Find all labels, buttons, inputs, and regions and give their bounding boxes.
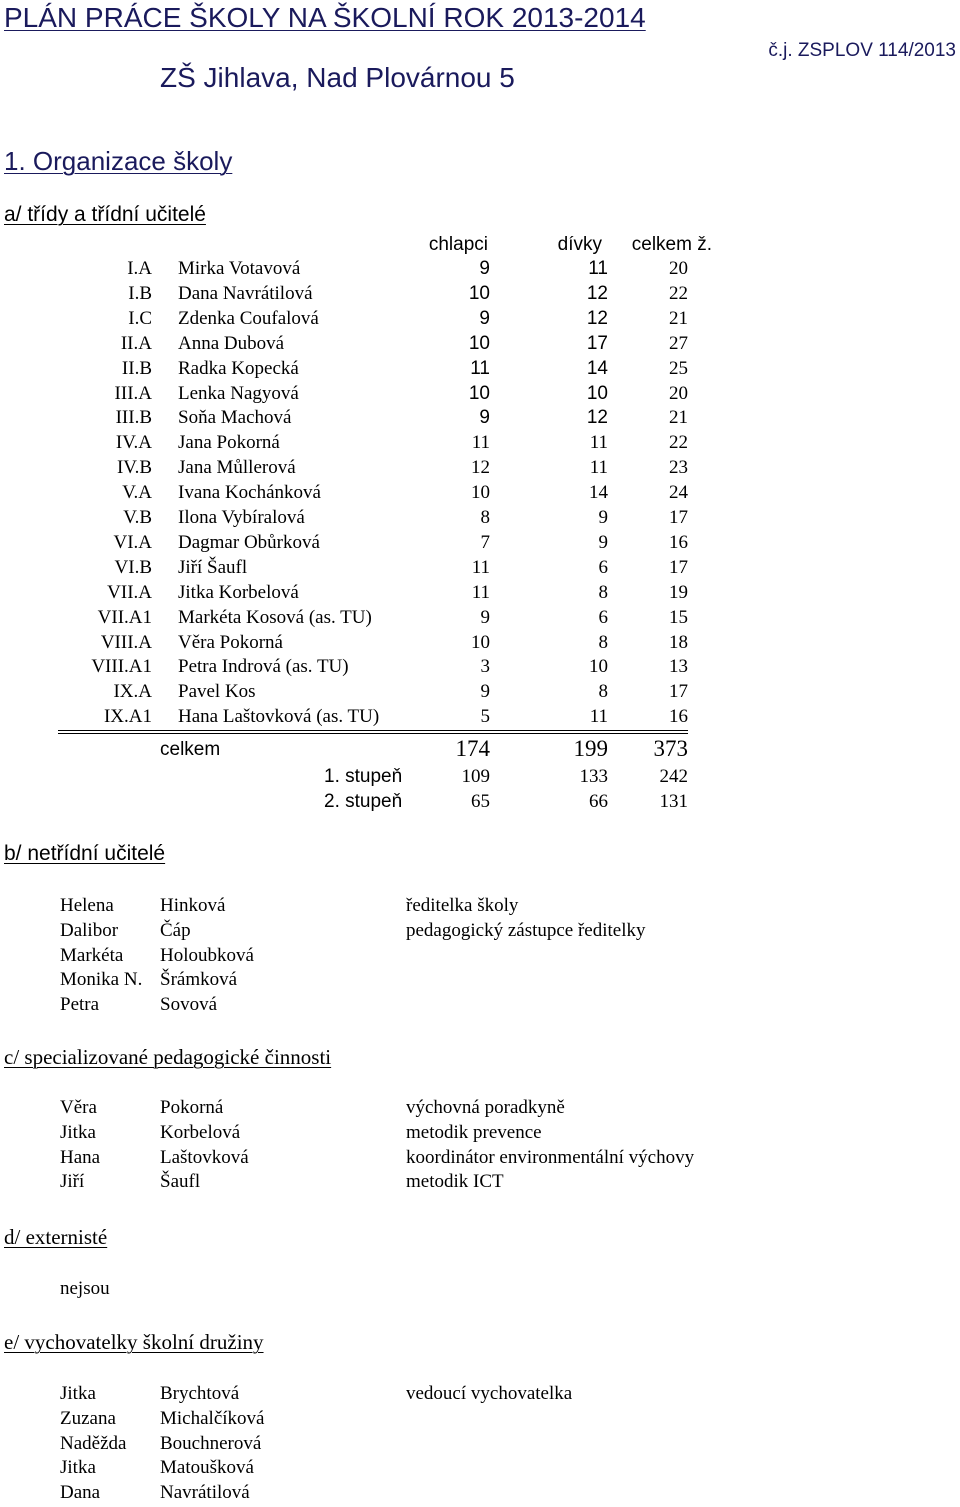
table-row [0, 283, 960, 308]
staff-row [0, 945, 960, 970]
girls-cell: 9 [598, 507, 608, 528]
first-name: Dana [60, 1482, 101, 1504]
first-name: Helena [60, 895, 114, 916]
stage1-boys: 109 [461, 766, 490, 787]
class-cell: VI.B [114, 556, 152, 578]
total-cell: 15 [669, 606, 688, 628]
total-cell: 20 [669, 258, 688, 279]
stage2-label: 2. stupeň [324, 791, 403, 812]
after-school-heading: e/ vychovatelky školní družiny [4, 1330, 264, 1354]
total-cell: 19 [669, 581, 688, 603]
boys-cell: 9 [480, 681, 490, 703]
girls-cell: 14 [589, 482, 608, 504]
teacher-cell: Markéta Kosová (as. TU) [178, 606, 372, 628]
teacher-cell: Ilona Vybíralová [178, 507, 305, 528]
last-name: Brychtová [160, 1383, 240, 1404]
teacher-cell: Zdenka Coufalová [178, 307, 319, 329]
total-cell: 22 [669, 282, 688, 304]
section-heading: 1. Organizace školy [4, 146, 233, 176]
table-row [0, 333, 960, 358]
boys-cell: 11 [471, 556, 490, 578]
teacher-cell: Soňa Machová [178, 407, 292, 429]
boys-cell: 8 [480, 507, 490, 528]
externists-text: nejsou [60, 1278, 110, 1299]
non-class-teachers-heading: b/ netřídní učitelé [4, 842, 166, 865]
girls-cell: 11 [589, 706, 608, 728]
stage1-row [0, 766, 960, 791]
total-row [0, 736, 960, 766]
class-cell: II.A [120, 332, 152, 354]
girls-cell: 6 [598, 606, 608, 628]
last-name: Hinková [160, 895, 226, 916]
teacher-cell: Jiří Šaufl [178, 556, 248, 578]
class-cell: IV.B [116, 457, 152, 479]
class-cell: IV.A [115, 432, 152, 454]
class-cell: V.A [122, 482, 152, 504]
class-cell: I.B [128, 282, 152, 304]
first-name: Jitka [60, 1121, 96, 1143]
first-name: Naděžda [60, 1432, 127, 1454]
total-all: 373 [653, 736, 688, 761]
staff-row [0, 969, 960, 994]
boys-cell: 7 [480, 531, 490, 553]
stage2-row [0, 791, 960, 816]
first-name: Zuzana [60, 1407, 116, 1429]
girls-cell: 14 [586, 357, 608, 379]
last-name: Pokorná [160, 1097, 224, 1118]
total-cell: 17 [669, 507, 688, 528]
teacher-cell: Jana Můllerová [178, 457, 296, 479]
role: výchovná poradkyně [406, 1097, 565, 1118]
last-name: Šrámková [160, 969, 238, 991]
table-row [0, 457, 960, 482]
column-header-boys: chlapci [428, 234, 488, 255]
teacher-cell: Jana Pokorná [178, 432, 280, 454]
total-cell: 17 [669, 681, 688, 703]
teacher-cell: Věra Pokorná [178, 631, 283, 653]
teacher-cell: Lenka Nagyová [178, 382, 299, 404]
table-row [0, 656, 960, 681]
class-cell: VIII.A [100, 631, 152, 653]
class-cell: VI.A [113, 531, 152, 553]
class-cell: I.A [127, 258, 152, 279]
boys-cell: 10 [471, 482, 490, 504]
class-cell: VIII.A1 [91, 656, 152, 678]
column-header-girls: dívky [557, 234, 602, 255]
total-cell: 20 [669, 382, 688, 404]
staff-row [0, 1122, 960, 1147]
boys-cell: 9 [480, 606, 490, 628]
first-name: Jitka [60, 1457, 96, 1479]
table-row [0, 532, 960, 557]
table-row [0, 681, 960, 706]
total-cell: 21 [669, 407, 688, 429]
total-cell: 13 [669, 656, 688, 678]
role: ředitelka školy [406, 895, 519, 916]
girls-cell: 17 [586, 332, 608, 354]
teacher-cell: Dagmar Obůrková [178, 531, 320, 553]
last-name: Laštovková [160, 1146, 249, 1168]
stage1-girls: 133 [579, 766, 608, 787]
classes-heading: a/ třídy a třídní učitelé [4, 203, 206, 226]
boys-cell: 10 [468, 382, 490, 404]
total-boys: 174 [455, 736, 490, 761]
first-name: Věra [60, 1097, 97, 1118]
staff-row [0, 1383, 960, 1408]
total-girls: 199 [573, 736, 608, 761]
role: metodik ICT [406, 1171, 504, 1193]
boys-cell: 12 [471, 457, 490, 479]
girls-cell: 11 [589, 457, 608, 479]
class-cell: II.B [121, 357, 152, 379]
last-name: Matoušková [160, 1457, 254, 1479]
last-name: Holoubková [160, 944, 254, 966]
girls-cell: 8 [598, 681, 608, 703]
externists-heading: d/ externisté [4, 1225, 108, 1249]
class-cell: III.A [114, 382, 152, 404]
stage1-total: 242 [659, 766, 688, 787]
boys-cell: 3 [480, 656, 490, 678]
teacher-cell: Jitka Korbelová [178, 581, 299, 603]
last-name: Sovová [160, 994, 217, 1016]
staff-row [0, 1147, 960, 1172]
table-row [0, 432, 960, 457]
first-name: Petra [60, 994, 100, 1016]
first-name: Hana [60, 1146, 101, 1168]
girls-cell: 6 [598, 556, 608, 578]
last-name: Navrátilová [160, 1482, 250, 1504]
girls-cell: 9 [598, 531, 608, 553]
boys-cell: 11 [470, 357, 490, 379]
class-cell: V.B [123, 507, 152, 528]
stage2-total: 131 [659, 791, 688, 812]
staff-row [0, 1097, 960, 1122]
stage1-label: 1. stupeň [324, 766, 403, 787]
table-row [0, 557, 960, 582]
first-name: Dalibor [60, 919, 119, 941]
teacher-cell: Ivana Kochánková [178, 482, 321, 504]
role: metodik prevence [406, 1121, 542, 1143]
class-cell: I.C [128, 307, 152, 329]
staff-row [0, 920, 960, 945]
teacher-cell: Petra Indrová (as. TU) [178, 656, 349, 678]
boys-cell: 10 [468, 332, 490, 354]
total-cell: 25 [669, 357, 688, 379]
boys-cell: 9 [479, 307, 490, 329]
stage2-girls: 66 [589, 791, 608, 812]
first-name: Markéta [60, 944, 124, 966]
girls-cell: 10 [586, 382, 608, 404]
class-cell: VII.A1 [97, 606, 152, 628]
staff-row [0, 1433, 960, 1458]
staff-row [0, 1482, 960, 1507]
boys-cell: 11 [471, 432, 490, 454]
table-row [0, 258, 960, 283]
class-cell: III.B [115, 407, 152, 429]
girls-cell: 8 [598, 631, 608, 653]
table-divider-line [58, 730, 688, 731]
boys-cell: 5 [480, 706, 490, 728]
total-cell: 16 [669, 706, 688, 728]
teacher-cell: Dana Navrátilová [178, 282, 313, 304]
boys-cell: 10 [471, 631, 490, 653]
teacher-cell: Hana Laštovková (as. TU) [178, 706, 380, 728]
total-cell: 24 [669, 482, 688, 504]
role: vedoucí vychovatelka [406, 1383, 573, 1404]
staff-row [0, 895, 960, 920]
girls-cell: 10 [589, 656, 608, 678]
table-row [0, 607, 960, 632]
girls-cell: 11 [588, 258, 608, 279]
girls-cell: 11 [589, 432, 608, 454]
total-cell: 21 [669, 307, 688, 329]
boys-cell: 11 [471, 581, 490, 603]
table-row [0, 358, 960, 383]
last-name: Korbelová [160, 1121, 241, 1143]
first-name: Jitka [60, 1383, 96, 1404]
girls-cell: 12 [586, 307, 608, 329]
stage2-boys: 65 [471, 791, 490, 812]
table-row [0, 507, 960, 532]
teacher-cell: Pavel Kos [178, 681, 256, 703]
table-row [0, 582, 960, 607]
total-cell: 22 [669, 432, 688, 454]
staff-row [0, 1457, 960, 1482]
class-cell: IX.A [113, 681, 152, 703]
table-row [0, 308, 960, 333]
boys-cell: 10 [468, 282, 490, 304]
table-row [0, 407, 960, 432]
table-row [0, 482, 960, 507]
table-row [0, 383, 960, 408]
table-row [0, 706, 960, 731]
total-cell: 16 [669, 531, 688, 553]
staff-row [0, 994, 960, 1019]
girls-cell: 12 [586, 407, 608, 429]
girls-cell: 8 [598, 581, 608, 603]
total-label: celkem [160, 739, 221, 760]
staff-row [0, 1171, 960, 1196]
first-name: Monika N. [60, 969, 143, 991]
document-title: PLÁN PRÁCE ŠKOLY NA ŠKOLNÍ ROK 2013-2014 [4, 2, 646, 33]
column-header-total: celkem ž. [631, 234, 712, 255]
total-cell: 17 [669, 556, 688, 578]
last-name: Bouchnerová [160, 1432, 262, 1454]
staff-row [0, 1408, 960, 1433]
first-name: Jiří [60, 1171, 85, 1193]
reference-number: č.j. ZSPLOV 114/2013 [768, 40, 956, 61]
total-cell: 23 [669, 457, 688, 479]
specialized-heading: c/ specializované pedagogické činnosti [4, 1045, 332, 1069]
boys-cell: 9 [479, 407, 490, 429]
last-name: Šaufl [160, 1171, 201, 1193]
role: koordinátor environmentální výchovy [406, 1146, 695, 1168]
last-name: Michalčíková [160, 1407, 265, 1429]
total-cell: 27 [669, 332, 688, 354]
role: pedagogický zástupce ředitelky [406, 919, 646, 941]
document-subtitle: ZŠ Jihlava, Nad Plovárnou 5 [160, 62, 515, 93]
total-cell: 18 [669, 631, 688, 653]
table-row [0, 632, 960, 657]
class-cell: VII.A [107, 581, 152, 603]
teacher-cell: Mirka Votavová [178, 258, 301, 279]
table-divider-line-double [58, 733, 688, 734]
teacher-cell: Anna Dubová [178, 332, 285, 354]
last-name: Čáp [160, 919, 191, 941]
teacher-cell: Radka Kopecká [178, 357, 299, 379]
girls-cell: 12 [586, 282, 608, 304]
class-cell: IX.A1 [103, 706, 152, 728]
boys-cell: 9 [479, 258, 490, 279]
